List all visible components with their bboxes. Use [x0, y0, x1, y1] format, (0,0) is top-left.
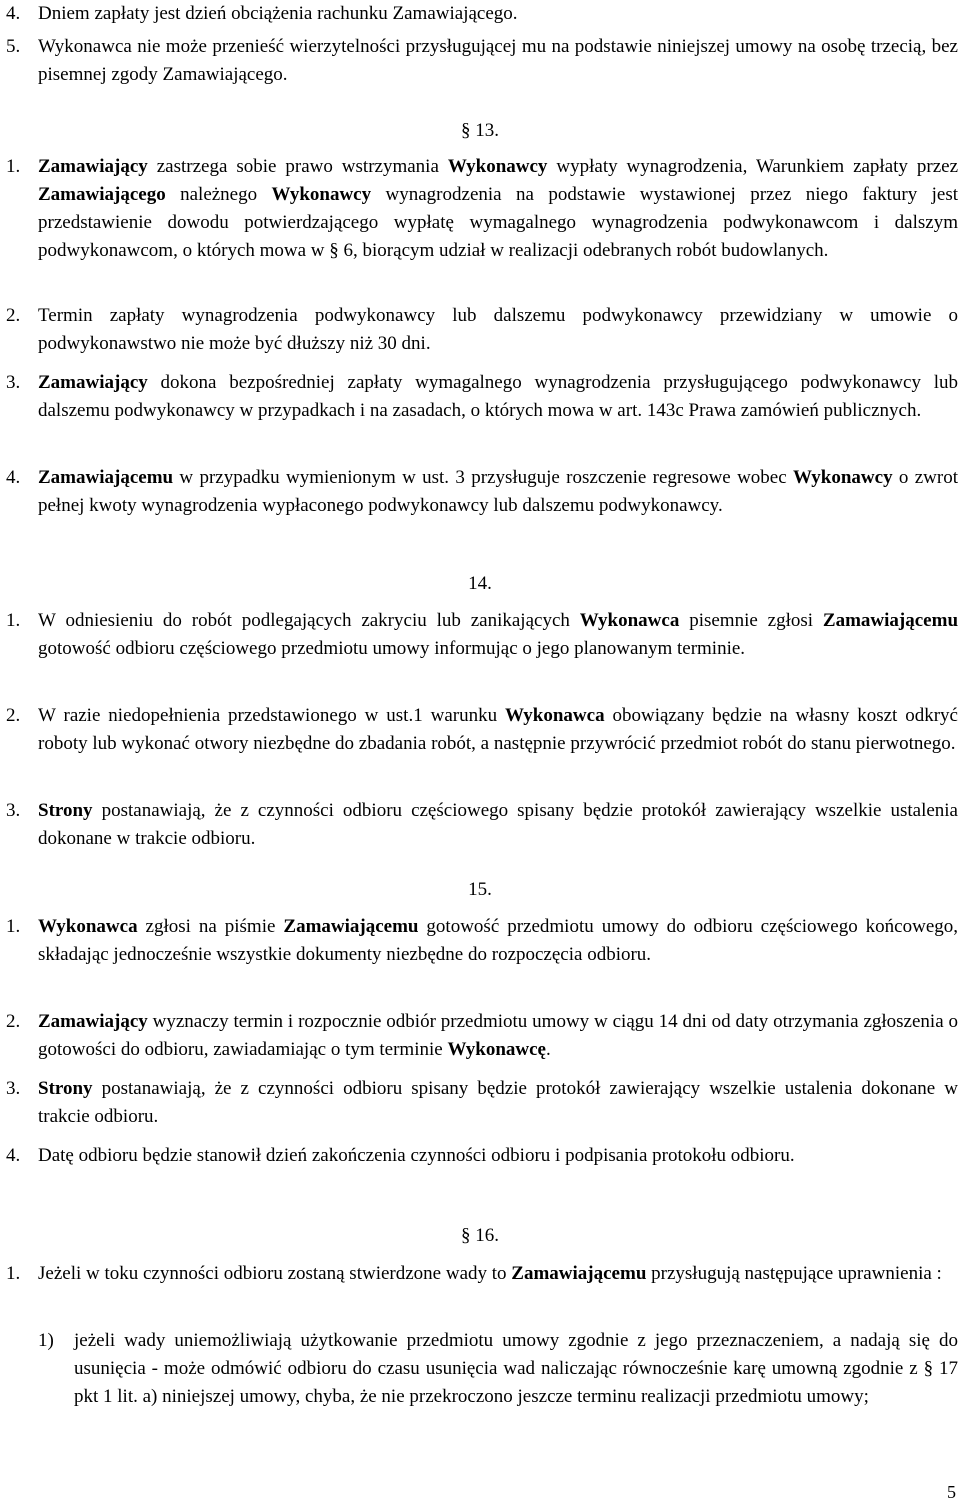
paragraph-number: 2. [6, 305, 21, 326]
text-run: gotowość przedmiotu umowy do odbioru częściowego końcowego, składając jednocześnie wszystkie dokumenty niezbędne do rozpoczęcia odbioru. [38, 916, 958, 965]
paragraph-text [38, 797, 958, 853]
s13-paragraph-4 [6, 464, 958, 520]
paragraph-text [38, 369, 958, 425]
paragraph-number: 4. [6, 1145, 21, 1166]
page-number: 5 [947, 1482, 956, 1502]
paragraph-number: 1. [6, 610, 21, 631]
text-run: . [545, 1039, 551, 1060]
text-run: postanawiają, że z czynności odbioru częściowego spisany będzie protokół zawierający wszelkie ustalenia dokonane w trakcie odbioru. [38, 800, 958, 849]
paragraph-text [38, 1075, 958, 1131]
paragraph-5 [6, 33, 958, 89]
bold-term: Strony [38, 800, 93, 821]
s15-paragraph-1 [6, 913, 958, 969]
paragraph-text [38, 607, 958, 663]
paragraph-text [38, 913, 958, 969]
text-run: postanawiają, że z czynności odbioru spisany będzie protokół zawierający wszelkie ustalenia dokonane w trakcie odbioru. [38, 1078, 958, 1127]
s13-paragraph-2 [6, 302, 958, 358]
paragraph-text [38, 153, 958, 265]
s13-paragraph-3 [6, 369, 958, 425]
paragraph-number: 5. [6, 36, 21, 57]
text-run: wynagrodzenia na podstawie wystawionej przez niego faktury jest przedstawienie dowodu potwierdzającego wypłatę wymagalnego wynagrodzenia podwykonawcom i dalszym podwykonawcom, o których mowa w § 6, biorącym udział w realizacji odebranych robót budowlanych. [38, 184, 958, 261]
s15-paragraph-3 [6, 1075, 958, 1131]
paragraph-number: 1. [6, 156, 21, 177]
paragraph-4 [6, 0, 958, 28]
s13-paragraph-1 [6, 153, 958, 265]
bold-term: Wykonawcę [447, 1039, 546, 1060]
bold-term: Zamawiającemu [283, 916, 419, 937]
bold-term: Wykonawca [38, 916, 138, 937]
paragraph-number: 1. [6, 1263, 21, 1284]
bold-term: Wykonawcy [271, 184, 372, 205]
text-run: W razie niedopełnienia przedstawionego w ust.1 warunku [38, 705, 505, 726]
text-run: gotowość odbioru częściowego przedmiotu umowy informując o jego planowanym terminie. [38, 638, 746, 659]
s14-paragraph-1 [6, 607, 958, 663]
paragraph-text: Termin zapłaty wynagrodzenia podwykonawcy lub dalszemu podwykonawcy przewidziany w umowie o podwykonawstwo nie może być dłuższy niż 30 dni. [38, 305, 958, 354]
bold-term: Zamawiający [38, 372, 148, 393]
paragraph-number: 4. [6, 467, 21, 488]
subpoint-text: jeżeli wady uniemożliwiają użytkowanie przedmiotu umowy zgodnie z jego przeznaczeniem, a nadają się do usunięcia - może odmówić odbioru do czasu usunięcia wad naliczając równocześnie karę umowną zgodnie z § 17 pkt 1 lit. a) niniejszej umowy, chyba, że nie przekroczono jeszcze terminu realizacji przedmiotu umowy; [74, 1330, 958, 1407]
s16-subpoint-1 [38, 1327, 958, 1411]
bold-term: Wykonawca [505, 705, 605, 726]
bold-term: Zamawiającego [38, 184, 166, 205]
bold-term: Wykonawcy [793, 467, 893, 488]
text-run: pisemnie zgłosi [679, 610, 823, 631]
section-heading-14: 14. [468, 573, 492, 594]
paragraph-text [38, 464, 958, 520]
subpoint-number: 1) [38, 1330, 54, 1351]
paragraph-text [38, 1260, 958, 1288]
s14-paragraph-2 [6, 702, 958, 758]
paragraph-text: Datę odbioru będzie stanowił dzień zakończenia czynności odbioru i podpisania protokołu odbioru. [38, 1145, 795, 1166]
text-run: W odniesieniu do robót podlegających zakryciu lub zanikających [38, 610, 580, 631]
section-heading-16: § 16. [461, 1225, 499, 1246]
bold-term: Zamawiający [38, 1011, 148, 1032]
text-run: dokona bezpośredniej zapłaty wymagalnego wynagrodzenia przysługującego podwykonawcy lub dalszemu podwykonawcy w przypadkach i na zasadach, o których mowa w art. 143c Prawa zamówień publicznych. [38, 372, 958, 421]
paragraph-number: 2. [6, 705, 21, 726]
paragraph-text: Dniem zapłaty jest dzień obciążenia rachunku Zamawiającego. [38, 3, 518, 24]
paragraph-text [38, 1008, 958, 1064]
bold-term: Zamawiającemu [822, 610, 959, 631]
s16-paragraph-1 [6, 1260, 958, 1288]
paragraph-text [38, 702, 958, 758]
section-heading-13: § 13. [461, 120, 499, 141]
text-run: wyznaczy termin i rozpocznie odbiór przedmiotu umowy w ciągu 14 dni od daty otrzymania zgłoszenia o gotowości do odbioru, zawiadamiając o tym terminie [38, 1011, 958, 1060]
text-run: wypłaty wynagrodzenia, Warunkiem zapłaty przez [547, 156, 958, 177]
bold-term: Wykonawcy [447, 156, 548, 177]
text-run: zastrzega sobie prawo wstrzymania [147, 156, 448, 177]
bold-term: Zamawiający [38, 156, 148, 177]
s15-paragraph-4 [6, 1142, 958, 1170]
s14-paragraph-3 [6, 797, 958, 853]
paragraph-number: 4. [6, 3, 21, 24]
paragraph-number: 3. [6, 800, 21, 821]
paragraph-number: 1. [6, 916, 21, 937]
paragraph-text: Wykonawca nie może przenieść wierzytelności przysługującej mu na podstawie niniejszej umowy na osobę trzecią, bez pisemnej zgody Zamawiającego. [38, 36, 958, 85]
paragraph-number: 3. [6, 1078, 21, 1099]
text-run: należnego [165, 184, 272, 205]
bold-term: Wykonawca [579, 610, 680, 631]
section-heading-15: 15. [468, 879, 492, 900]
text-run: przysługują następujące uprawnienia : [646, 1263, 942, 1284]
text-run: w przypadku wymienionym w ust. 3 przysługuje roszczenie regresowe wobec [173, 467, 793, 488]
s15-paragraph-2 [6, 1008, 958, 1064]
text-run: zgłosi na piśmie [137, 916, 284, 937]
paragraph-number: 2. [6, 1011, 21, 1032]
bold-term: Zamawiającemu [511, 1263, 647, 1284]
bold-term: Strony [38, 1078, 93, 1099]
text-run: o zwrot pełnej kwoty wynagrodzenia wypłaconego podwykonawcy lub dalszemu podwykonawcy. [38, 467, 959, 516]
bold-term: Zamawiającemu [38, 467, 174, 488]
text-run: obowiązany będzie na własny koszt odkryć roboty lub wykonać otwory niezbędne do zbadania robót, a następnie przywrócić przedmiot robót do stanu pierwotnego. [38, 705, 958, 754]
text-run: Jeżeli w toku czynności odbioru zostaną stwierdzone wady to [38, 1263, 512, 1284]
paragraph-number: 3. [6, 372, 21, 393]
